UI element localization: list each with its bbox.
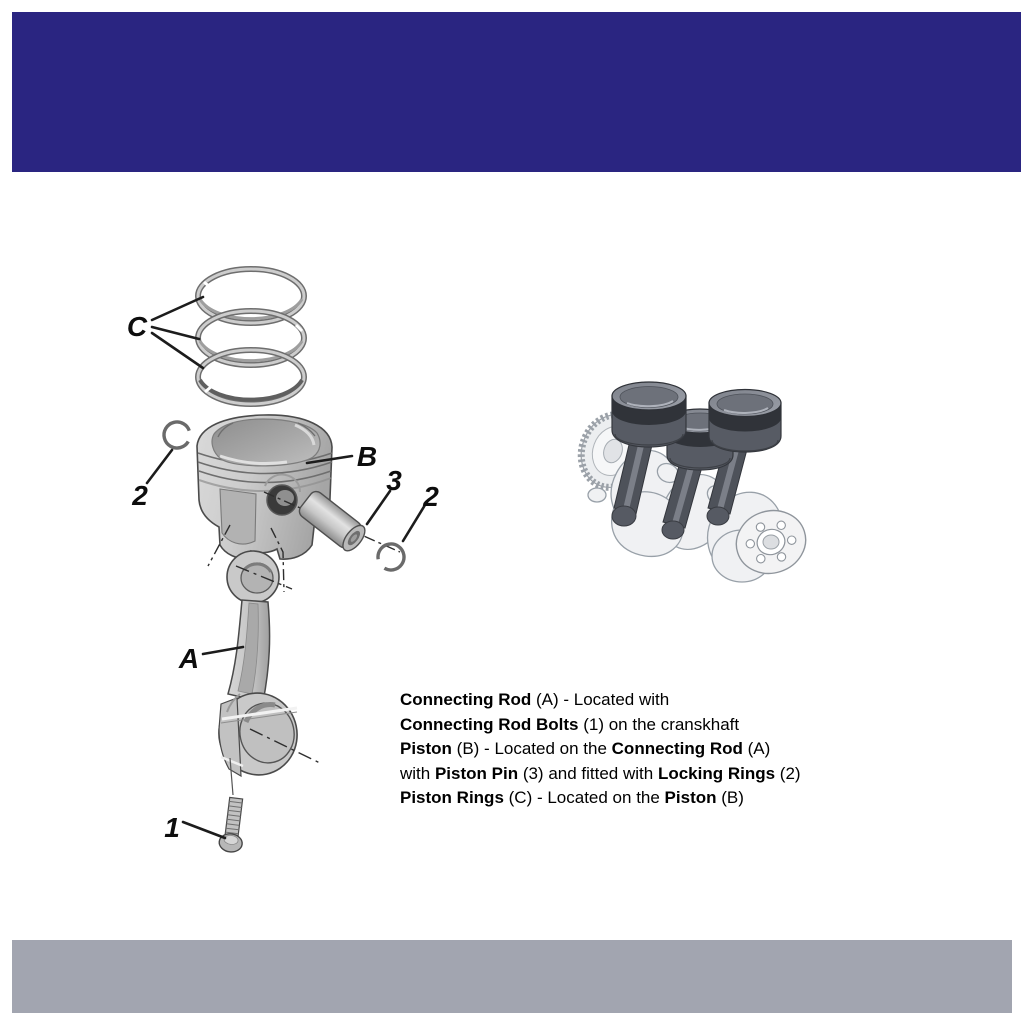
description-line-1: Connecting Rod (A) - Located with <box>400 690 670 709</box>
label-piston-pin: 3 <box>386 465 402 496</box>
assembly-piston-1 <box>612 382 686 447</box>
piston-illustration <box>197 415 332 559</box>
crankshaft-assembly-illustration <box>571 382 814 587</box>
description-line-2: Connecting Rod Bolts (1) on the cranskhaft <box>400 714 740 734</box>
label-bolt: 1 <box>164 812 180 843</box>
assembly-piston-3 <box>709 390 781 453</box>
piston-ring-bottom <box>198 350 304 404</box>
label-piston-rings: C <box>126 311 148 342</box>
piston-ring-top <box>198 269 304 323</box>
part-name: Connecting Rod <box>611 739 743 758</box>
description-line-4: with Piston Pin (3) and fitted with Locking Rings (2) <box>400 763 801 783</box>
description-line-5: Piston Rings (C) - Located on the Piston (B) <box>400 788 744 807</box>
description-line-3: Piston (B) - Located on the Connecting Rod (A) <box>400 739 771 758</box>
label-piston: B <box>356 441 378 472</box>
part-name: Locking Rings <box>657 763 776 783</box>
part-name: Connecting Rod <box>400 690 532 709</box>
piston-skirt-panel <box>220 489 256 544</box>
part-name: Piston Rings <box>400 788 504 807</box>
piston-rings-illustration <box>198 269 304 404</box>
label-locking-ring-right: 2 <box>423 481 439 512</box>
part-name: Piston <box>664 788 717 807</box>
part-name: Piston <box>400 739 452 758</box>
label-connecting-rod: A <box>178 643 200 674</box>
label-locking-ring-left: 2 <box>132 480 148 511</box>
connecting-rod-illustration <box>211 551 304 782</box>
locking-ring-left-illustration <box>159 417 195 453</box>
locking-ring-right-illustration <box>376 542 406 572</box>
parts-description <box>400 688 920 811</box>
part-name: Connecting Rod Bolts <box>400 714 579 734</box>
part-name: Piston Pin <box>434 763 519 783</box>
